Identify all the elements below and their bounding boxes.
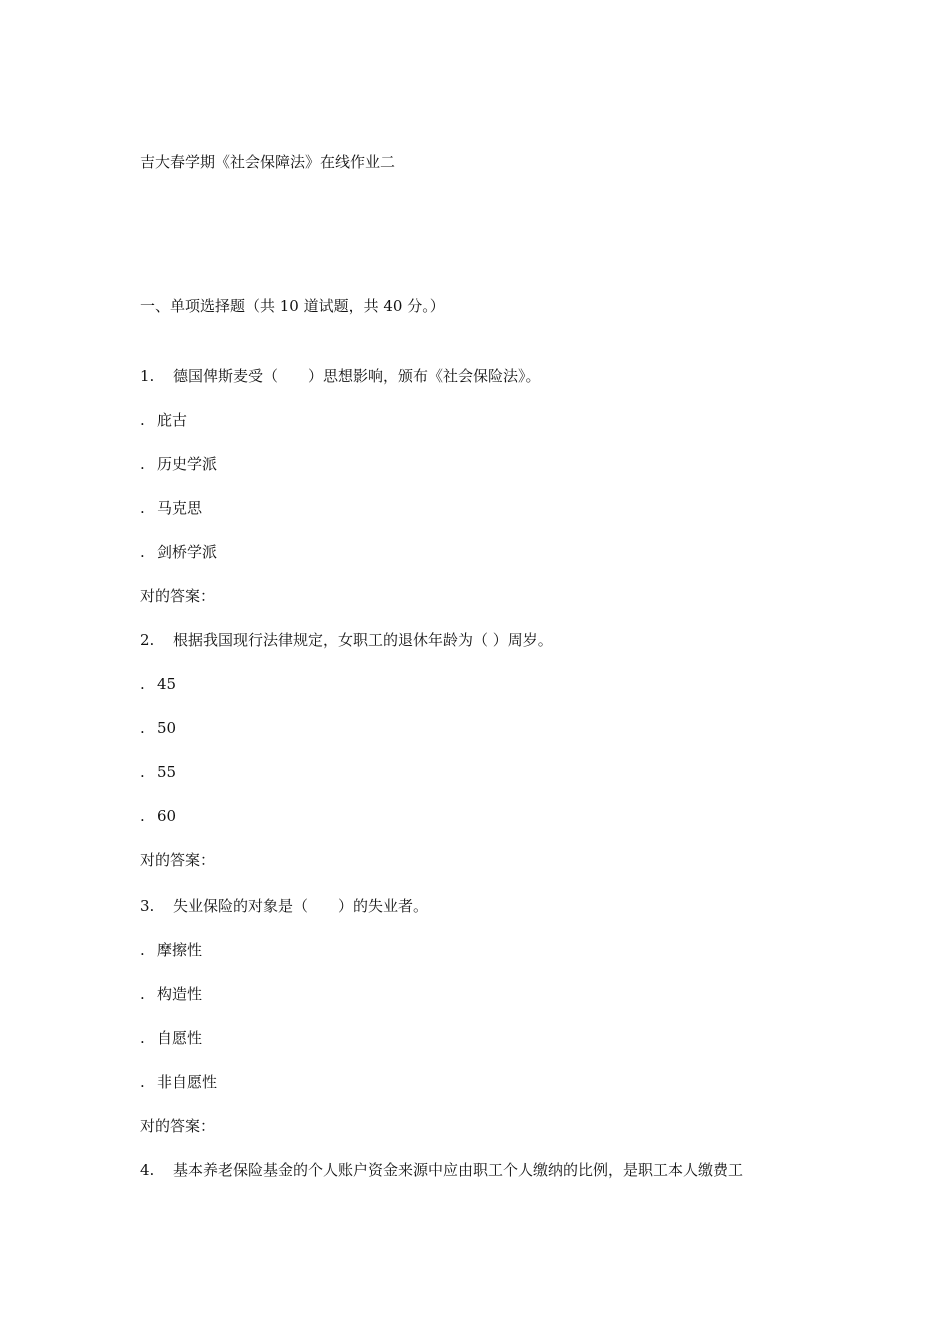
question-1-option-b bbox=[140, 454, 217, 474]
option-text: 摩擦性 bbox=[157, 941, 203, 959]
question-number: 1. bbox=[140, 367, 155, 385]
option-text: 非自愿性 bbox=[157, 1073, 218, 1091]
question-text: 基本养老保险基金的个人账户资金来源中应由职工个人缴纳的比例，是职工本人缴费工 bbox=[173, 1161, 744, 1179]
question-2-option-d bbox=[140, 806, 176, 826]
question-2-option-a bbox=[140, 674, 176, 694]
option-text: 自愿性 bbox=[157, 1029, 203, 1047]
option-marker: . bbox=[140, 411, 145, 429]
question-1-option-d bbox=[140, 542, 217, 562]
option-marker: . bbox=[140, 763, 145, 781]
question-2-option-c bbox=[140, 762, 176, 782]
option-text: 剑桥学派 bbox=[157, 543, 218, 561]
option-marker: . bbox=[140, 455, 145, 473]
option-marker: . bbox=[140, 985, 145, 1003]
option-text: 庇古 bbox=[157, 411, 188, 429]
document-title: 吉大春学期《社会保障法》在线作业二 bbox=[140, 153, 396, 171]
option-marker: . bbox=[140, 719, 145, 737]
question-text: 根据我国现行法律规定，女职工的退休年龄为（ ）周岁。 bbox=[173, 631, 553, 649]
question-1 bbox=[140, 366, 541, 386]
option-marker: . bbox=[140, 499, 145, 517]
option-text: 45 bbox=[157, 675, 177, 693]
question-number: 4. bbox=[140, 1161, 155, 1179]
option-marker: . bbox=[140, 1073, 145, 1091]
option-marker: . bbox=[140, 543, 145, 561]
question-1-option-c bbox=[140, 498, 202, 518]
option-text: 50 bbox=[157, 719, 177, 737]
question-2 bbox=[140, 630, 553, 650]
option-text: 55 bbox=[157, 763, 177, 781]
question-3-answer-label: 对的答案： bbox=[140, 1117, 216, 1135]
question-number: 3. bbox=[140, 897, 155, 915]
option-marker: . bbox=[140, 807, 145, 825]
section-heading: 一、单项选择题（共 10 道试题，共 40 分。） bbox=[140, 297, 445, 315]
option-marker: . bbox=[140, 1029, 145, 1047]
question-3-option-d bbox=[140, 1072, 217, 1092]
question-3-option-a bbox=[140, 940, 202, 960]
question-number: 2. bbox=[140, 631, 155, 649]
question-3-option-c bbox=[140, 1028, 202, 1048]
question-3 bbox=[140, 896, 428, 916]
option-text: 构造性 bbox=[157, 985, 203, 1003]
question-1-answer-label: 对的答案： bbox=[140, 587, 216, 605]
question-text: 失业保险的对象是（ ）的失业者。 bbox=[173, 897, 429, 915]
question-2-answer-label: 对的答案： bbox=[140, 851, 216, 869]
question-3-option-b bbox=[140, 984, 202, 1004]
option-text: 马克思 bbox=[157, 499, 203, 517]
question-4 bbox=[140, 1160, 743, 1180]
option-text: 60 bbox=[157, 807, 177, 825]
question-1-option-a bbox=[140, 410, 187, 430]
option-text: 历史学派 bbox=[157, 455, 218, 473]
option-marker: . bbox=[140, 941, 145, 959]
option-marker: . bbox=[140, 675, 145, 693]
question-text: 德国俾斯麦受（ ）思想影响，颁布《社会保险法》。 bbox=[173, 367, 541, 385]
question-2-option-b bbox=[140, 718, 176, 738]
